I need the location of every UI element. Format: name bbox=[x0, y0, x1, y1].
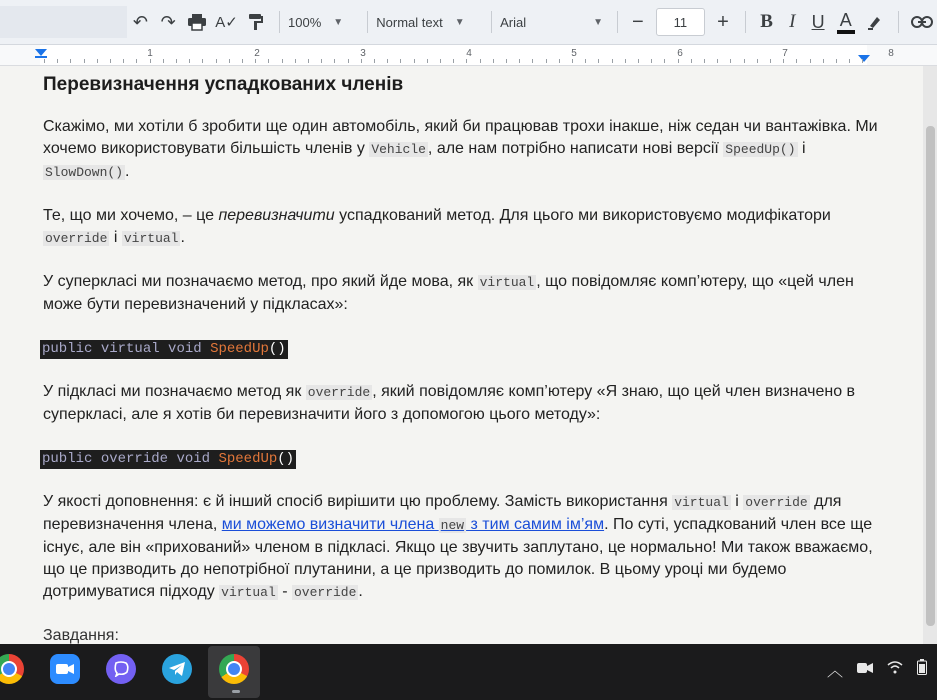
text-run: , що повідомляє комп’ютеру, що «цей член може бути перевизначений у підкласах»: bbox=[43, 273, 854, 313]
ruler-tick bbox=[519, 59, 520, 63]
ruler-tick bbox=[691, 59, 692, 63]
editor-toolbar bbox=[0, 0, 937, 45]
ruler-number: 3 bbox=[360, 48, 366, 59]
code-line bbox=[40, 340, 288, 359]
link-icon[interactable] bbox=[907, 6, 937, 38]
ruler bbox=[0, 45, 937, 66]
text-run: Скажімо, ми хотіли б зробити ще один автомобіль, який би працював трохи інакше, ніж седан чи вантажівка. Ми хочемо використовувати більшість членів у bbox=[43, 118, 878, 157]
text-color-swatch bbox=[837, 30, 855, 34]
inline-code: virtual bbox=[674, 495, 729, 510]
section-heading: Перевизначення успадкованих членів bbox=[43, 74, 404, 95]
ruler-tick bbox=[664, 59, 665, 63]
ruler-tick bbox=[150, 59, 151, 63]
ruler-tick bbox=[136, 59, 137, 63]
ruler-number: 7 bbox=[782, 48, 788, 59]
chrome-icon[interactable] bbox=[0, 654, 24, 684]
os-taskbar bbox=[0, 644, 937, 700]
ruler-tick bbox=[84, 59, 85, 63]
system-tray bbox=[827, 658, 927, 681]
text-run: , який повідомляє комп’ютеру «Я знаю, що цей член визначено в суперкласі, але я хотів би перевизначити його з допомогою цього методу»: bbox=[43, 383, 856, 423]
ruler-tick bbox=[374, 59, 375, 63]
ruler-tick bbox=[216, 59, 217, 63]
ruler-tick bbox=[427, 59, 428, 63]
vertical-scrollbar[interactable] bbox=[923, 66, 937, 644]
ruler-tick bbox=[282, 59, 283, 63]
text-run: і bbox=[730, 493, 744, 510]
text-run: У суперкласі ми позначаємо метод, про який йде мова, як bbox=[43, 273, 478, 290]
ruler-tick bbox=[783, 59, 784, 63]
ruler-tick bbox=[532, 59, 533, 63]
ruler-tick bbox=[70, 59, 71, 63]
text-run: успадкований метод. Для цього ми використовуємо модифікатори bbox=[334, 207, 831, 224]
inline-code: override bbox=[307, 385, 371, 400]
ruler-tick bbox=[308, 59, 309, 63]
toolbar-separator bbox=[745, 11, 746, 33]
code-parens: () bbox=[277, 451, 295, 467]
ruler-tick bbox=[361, 59, 362, 63]
ruler-tick bbox=[585, 59, 586, 63]
ruler-tick bbox=[717, 59, 718, 63]
telegram-icon[interactable] bbox=[162, 654, 192, 684]
toolbar-left-blank bbox=[0, 6, 127, 38]
text-run: для перевизначення члена, bbox=[43, 493, 842, 533]
spellcheck-icon[interactable]: A✓ bbox=[215, 14, 238, 31]
paragraph-1 bbox=[43, 116, 893, 184]
paragraph-2 bbox=[43, 205, 893, 250]
ruler-tick bbox=[453, 59, 454, 63]
ruler-tick bbox=[189, 59, 190, 63]
bold-button[interactable]: B bbox=[760, 11, 773, 32]
ruler-tick bbox=[97, 59, 98, 63]
ruler-tick bbox=[559, 59, 560, 63]
inline-code: virtual bbox=[479, 275, 535, 290]
inline-code: virtual bbox=[123, 231, 179, 246]
scrollbar-thumb[interactable] bbox=[926, 126, 935, 626]
text-color-label: A bbox=[839, 9, 852, 30]
document-page[interactable] bbox=[0, 66, 937, 644]
ruler-tick bbox=[598, 59, 599, 63]
inline-code: virtual bbox=[221, 585, 276, 600]
text-run: і bbox=[109, 229, 122, 246]
link-text: ми можемо визначити члена bbox=[221, 516, 439, 533]
ruler-tick bbox=[493, 59, 494, 63]
inline-code: Vehicle bbox=[371, 142, 426, 157]
ruler-tick bbox=[770, 59, 771, 63]
inline-code: override bbox=[745, 495, 808, 510]
ruler-tick bbox=[730, 59, 731, 63]
ruler-tick bbox=[268, 59, 269, 63]
ruler-tick bbox=[440, 59, 441, 63]
ruler-tick bbox=[757, 59, 758, 63]
ruler-tick bbox=[651, 59, 652, 63]
decrease-font-size-button[interactable]: − bbox=[631, 10, 644, 33]
ruler-number: 5 bbox=[571, 48, 577, 59]
inline-code: override bbox=[45, 231, 108, 246]
ruler-tick bbox=[744, 59, 745, 63]
inline-link[interactable] bbox=[222, 516, 604, 533]
ruler-tick bbox=[678, 59, 679, 63]
text-run: і bbox=[797, 140, 806, 157]
ruler-tick bbox=[612, 59, 613, 63]
code-function-name: SpeedUp bbox=[218, 451, 278, 467]
ruler-tick bbox=[334, 59, 335, 63]
ruler-tick bbox=[506, 59, 507, 63]
viber-icon[interactable] bbox=[106, 654, 136, 684]
ruler-tick bbox=[400, 59, 401, 63]
ruler-tick bbox=[255, 59, 256, 63]
ruler-number: 1 bbox=[147, 48, 153, 59]
text-run: . bbox=[180, 229, 185, 246]
ruler-tick bbox=[57, 59, 58, 63]
ruler-number: 4 bbox=[466, 48, 472, 59]
ruler-tick bbox=[123, 59, 124, 63]
toolbar-separator bbox=[491, 11, 492, 33]
text-run: , але нам потрібно написати нові версії bbox=[427, 140, 724, 157]
toolbar-separator bbox=[898, 11, 899, 33]
first-line-indent-marker[interactable] bbox=[35, 56, 47, 58]
ruler-tick bbox=[625, 59, 626, 63]
text-run: У якості доповнення: є й інший спосіб вирішити цю проблему. Замість використання bbox=[43, 493, 673, 510]
ruler-tick bbox=[229, 59, 230, 63]
code-block-2 bbox=[43, 447, 893, 469]
ruler-tick bbox=[849, 59, 850, 63]
code-keyword: override bbox=[100, 451, 169, 467]
text-run: . bbox=[358, 583, 363, 600]
ruler-tick bbox=[546, 59, 547, 63]
ruler-number: 8 bbox=[888, 48, 894, 59]
code-keyword: public bbox=[42, 451, 93, 467]
ruler-tick bbox=[466, 59, 467, 63]
paragraph-4 bbox=[43, 381, 893, 426]
paragraph-5 bbox=[43, 491, 893, 604]
inline-code: SlowDown() bbox=[45, 165, 124, 180]
zoom-dropdown[interactable] bbox=[288, 7, 359, 37]
right-indent-marker[interactable] bbox=[858, 55, 870, 62]
ruler-tick bbox=[163, 59, 164, 63]
toolbar-separator bbox=[367, 11, 368, 33]
code-block-1 bbox=[43, 337, 893, 359]
inline-code: new bbox=[440, 518, 465, 533]
font-value: Arial bbox=[500, 14, 527, 30]
text-run: Те, що ми хочемо, – це bbox=[43, 207, 219, 224]
redo-icon[interactable]: ↷ bbox=[160, 11, 176, 32]
chrome-profile-icon[interactable] bbox=[219, 654, 249, 684]
font-dropdown[interactable] bbox=[500, 7, 609, 37]
left-indent-marker[interactable] bbox=[35, 49, 47, 56]
ruler-tick bbox=[242, 59, 243, 63]
chevron-down-icon: ▼ bbox=[454, 16, 465, 28]
undo-icon[interactable]: ↶ bbox=[132, 11, 149, 32]
code-function-name: SpeedUp bbox=[210, 341, 269, 357]
ruler-tick bbox=[110, 59, 111, 63]
increase-font-size-button[interactable]: + bbox=[717, 10, 729, 33]
ruler-tick bbox=[480, 59, 481, 63]
ruler-tick bbox=[796, 59, 797, 63]
video-camera-icon[interactable] bbox=[857, 661, 873, 679]
code-keyword: void bbox=[168, 341, 202, 357]
toolbar-separator bbox=[617, 11, 618, 33]
highlight-icon[interactable] bbox=[861, 6, 891, 38]
inline-code: override bbox=[294, 585, 357, 600]
battery-icon[interactable] bbox=[917, 659, 927, 680]
print-icon[interactable] bbox=[182, 6, 212, 38]
ruler-tick bbox=[810, 59, 811, 63]
chevron-up-icon[interactable]: ︿ bbox=[826, 663, 843, 680]
chevron-down-icon: ▼ bbox=[593, 16, 603, 28]
ruler-tick bbox=[823, 59, 824, 63]
zoom-value: 100% bbox=[288, 14, 322, 30]
chevron-down-icon: ▼ bbox=[333, 16, 344, 28]
wifi-icon[interactable] bbox=[887, 660, 903, 679]
style-value: Normal text bbox=[376, 14, 443, 30]
document-body[interactable] bbox=[43, 66, 893, 644]
code-keyword: public bbox=[42, 341, 93, 357]
ruler-tick bbox=[572, 59, 573, 63]
ruler-tick bbox=[202, 59, 203, 63]
paint-format-icon[interactable] bbox=[241, 6, 271, 38]
text-run: . bbox=[125, 163, 130, 180]
ruler-tick bbox=[836, 59, 837, 63]
paragraph-style-dropdown[interactable] bbox=[376, 7, 483, 37]
ruler-tick bbox=[348, 59, 349, 63]
active-indicator bbox=[232, 690, 240, 693]
link-text: з тим самим ім’ям bbox=[466, 516, 605, 533]
font-size-input[interactable]: 11 bbox=[656, 8, 705, 36]
ruler-tick bbox=[862, 59, 863, 63]
italic-button[interactable]: I bbox=[789, 11, 796, 32]
ruler-tick bbox=[414, 59, 415, 63]
ruler-tick bbox=[387, 59, 388, 63]
ruler-tick bbox=[704, 59, 705, 63]
ruler-number: 6 bbox=[677, 48, 683, 59]
zoom-app-icon[interactable] bbox=[50, 654, 80, 684]
ruler-tick bbox=[638, 59, 639, 63]
next-section-heading: Завдання: bbox=[43, 627, 119, 644]
text-color-button[interactable] bbox=[831, 6, 861, 38]
paragraph-3 bbox=[43, 271, 893, 316]
ruler-tick bbox=[321, 59, 322, 63]
text-run: У підкласі ми позначаємо метод як bbox=[43, 383, 306, 400]
inline-code: SpeedUp() bbox=[725, 142, 796, 157]
ruler-tick bbox=[176, 59, 177, 63]
ruler-tick bbox=[295, 59, 296, 63]
code-keyword: virtual bbox=[100, 341, 160, 357]
underline-button[interactable]: U bbox=[811, 11, 825, 32]
ruler-number: 2 bbox=[254, 48, 260, 59]
text-run: - bbox=[277, 583, 292, 600]
code-parens: () bbox=[268, 341, 286, 357]
code-keyword: void bbox=[176, 451, 211, 467]
emphasis-text: перевизначити bbox=[218, 207, 335, 224]
text-run: . По суті, успадкований член все ще існує, але він «прихований» членом в підкласі. Якщо це звучить заплутано, це нормально! Ми також вважаємо, що це призводить до непотрібної плутанини, а це призводить до помилок. В цьому уроці ми будемо дотримуватися підходу bbox=[43, 516, 873, 600]
ruler-tick bbox=[44, 59, 45, 63]
toolbar-separator bbox=[279, 11, 280, 33]
code-line bbox=[40, 450, 296, 469]
